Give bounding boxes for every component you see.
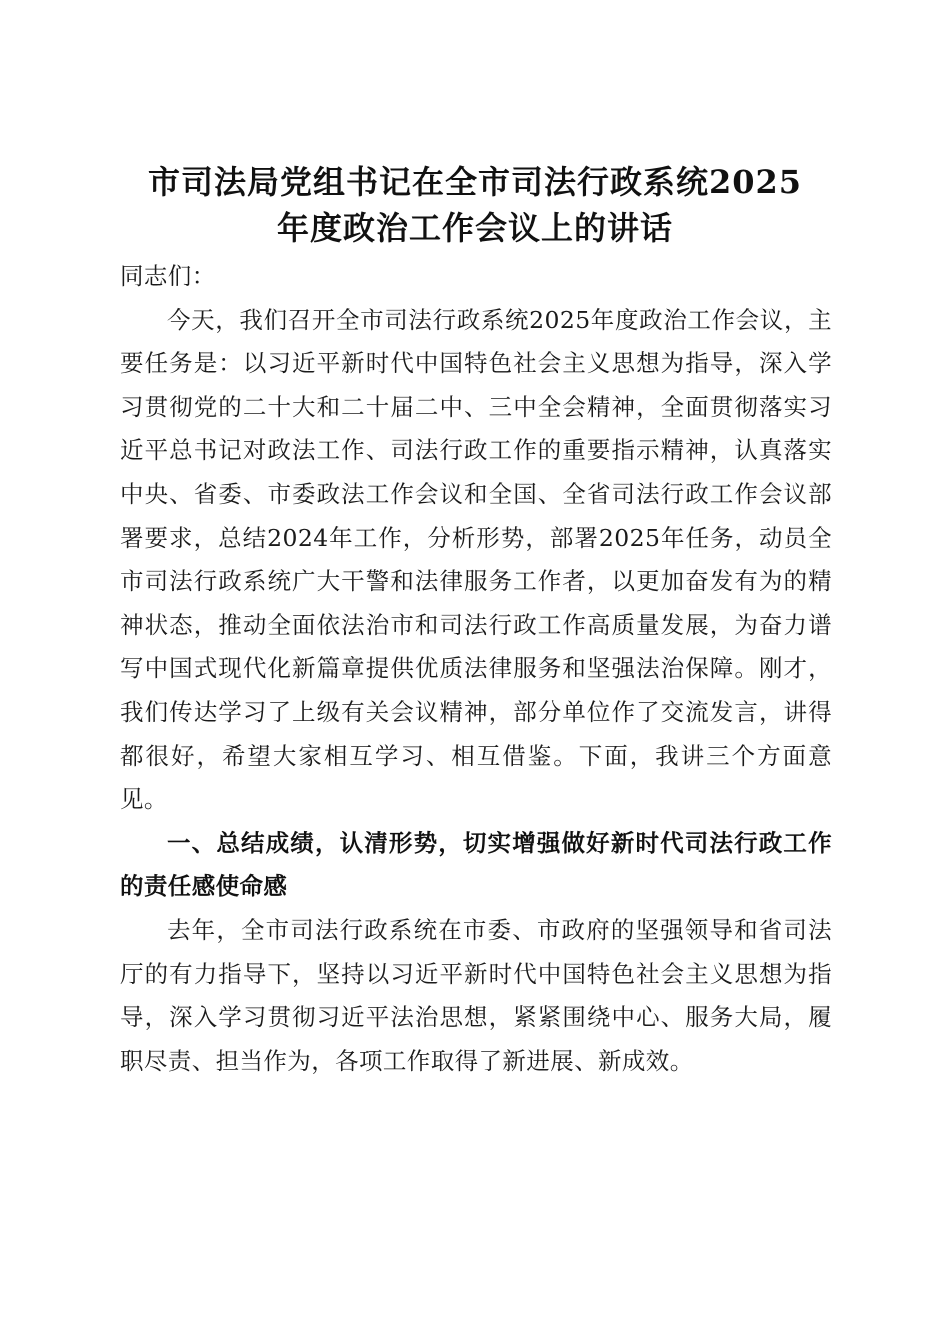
title-line-1: 市司法局党组书记在全市司法行政系统2025 bbox=[147, 163, 803, 202]
body-paragraph: 今天，我们召开全市司法行政系统2025年度政治工作会议，主要任务是：以习近平新时代中国特色社会主义思想为指导，深入学习贯彻党的二十大和二十届二中、三中全会精神，全面贯彻落实习近平总书记对政法工作、司法行政工作的重要指示精神，认真落实中央、省委、市委政法工作会议和全国、全省司法行政工作会议部署要求，总结2024年工作，分析形势，部署2025年任务，动员全市司法行政系统广大干警和法律服务工作者，以更加奋发有为的精神状态，推动全面依法治市和司法行政工作高质量发展，为奋力谱写中国式现代化新篇章提供优质法律服务和坚强法治保障。刚才，我们传达学习了上级有关会议精神，部分单位作了交流发言，讲得都很好，希望大家相互学习、相互借鉴。下面，我讲三个方面意见。 bbox=[120, 305, 832, 814]
salutation: 同志们： bbox=[120, 262, 216, 290]
title-line-2: 年度政治工作会议上的讲话 bbox=[276, 209, 673, 248]
body-paragraph: 去年，全市司法行政系统在市委、市政府的坚强领导和省司法厅的有力指导下，坚持以习近平新时代中国特色社会主义思想为指导，深入学习贯彻习近平法治思想，紧紧围绕中心、服务大局，履职尽责、担当作为，各项工作取得了新进展、新成效。 bbox=[120, 915, 832, 1075]
section-heading: 一、总结成绩，认清形势，切实增强做好新时代司法行政工作的责任感使命感 bbox=[120, 828, 832, 901]
document-body bbox=[120, 255, 832, 1083]
document-title bbox=[100, 159, 850, 251]
